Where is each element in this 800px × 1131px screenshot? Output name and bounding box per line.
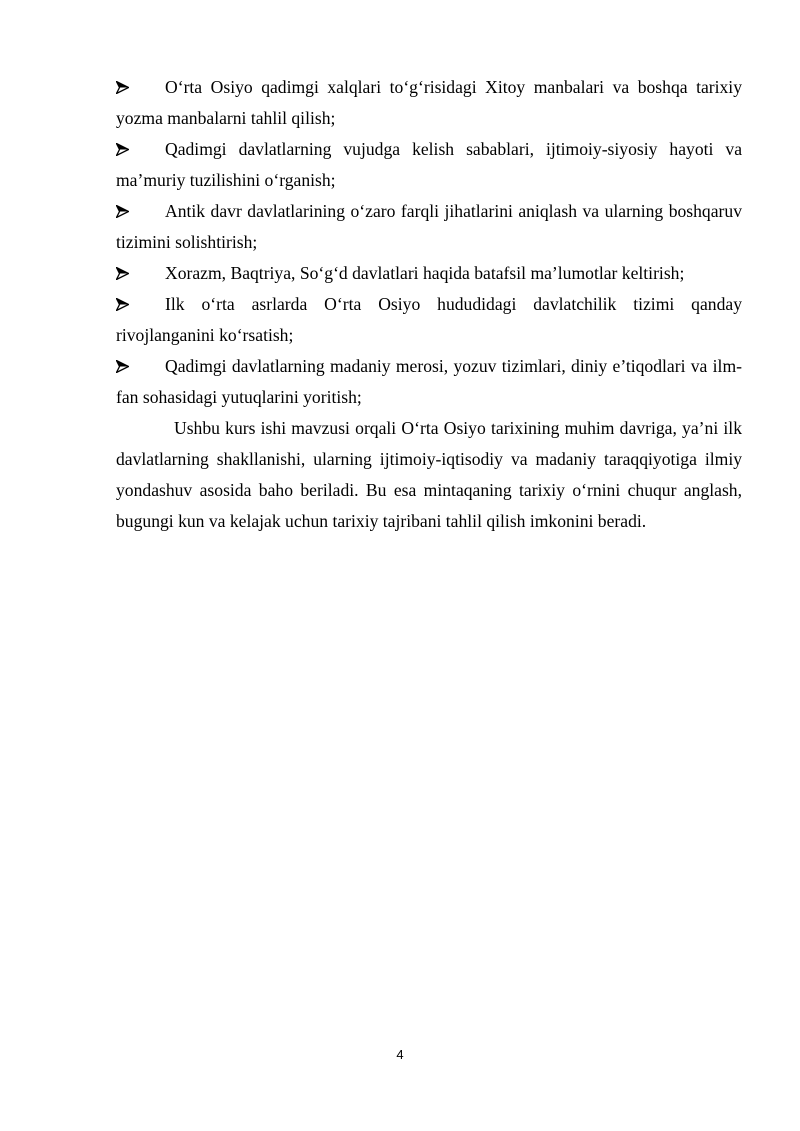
- body-paragraph: Ushbu kurs ishi mavzusi orqali O‘rta Osiyo tarixining muhim davriga, ya’ni ilk davlatlarning shakllanishi, ularning ijtimoiy-iqtisodiy va madaniy taraqqiyotiga ilmiy yondashuv asosida baho beriladi. Bu esa mintaqaning tarixiy o‘rnini chuqur anglash, bugungi kun va kelajak uchun tarixiy tajribani tahlil qilish imkonini beradi.: [116, 418, 742, 531]
- page-content: [116, 72, 742, 537]
- list-item-text: Antik davr davlatlarining o‘zaro farqli jihatlarini aniqlash va ularning boshqaruv tizimini solishtirish;: [116, 201, 742, 252]
- list-item-text: Qadimgi davlatlarning madaniy merosi, yozuv tizimlari, diniy e’tiqodlari va ilm-fan sohasidagi yutuqlarini yoritish;: [116, 356, 742, 407]
- arrowhead-bullet-icon: [116, 351, 136, 382]
- list-item: [116, 351, 742, 413]
- arrowhead-bullet-icon: [116, 72, 136, 103]
- list-item-text: Qadimgi davlatlarning vujudga kelish sabablari, ijtimoiy-siyosiy hayoti va ma’muriy tuzilishini o‘rganish;: [116, 139, 742, 190]
- list-item: [116, 258, 742, 289]
- list-item-text: Ilk o‘rta asrlarda O‘rta Osiyo hududidagi davlatchilik tizimi qanday rivojlanganini ko‘rsatish;: [116, 294, 742, 345]
- list-item: [116, 289, 742, 351]
- list-item: [116, 72, 742, 134]
- arrowhead-bullet-icon: [116, 134, 136, 165]
- list-item: [116, 196, 742, 258]
- page-number: 4: [396, 1047, 404, 1062]
- list-item: [116, 134, 742, 196]
- list-item-text: Xorazm, Baqtriya, So‘g‘d davlatlari haqida batafsil ma’lumotlar keltirish;: [165, 263, 685, 283]
- arrowhead-bullet-icon: [116, 258, 136, 289]
- list-item-text: O‘rta Osiyo qadimgi xalqlari to‘g‘risidagi Xitoy manbalari va boshqa tarixiy yozma manbalarni tahlil qilish;: [116, 77, 742, 128]
- arrowhead-bullet-icon: [116, 289, 136, 320]
- arrowhead-bullet-icon: [116, 196, 136, 227]
